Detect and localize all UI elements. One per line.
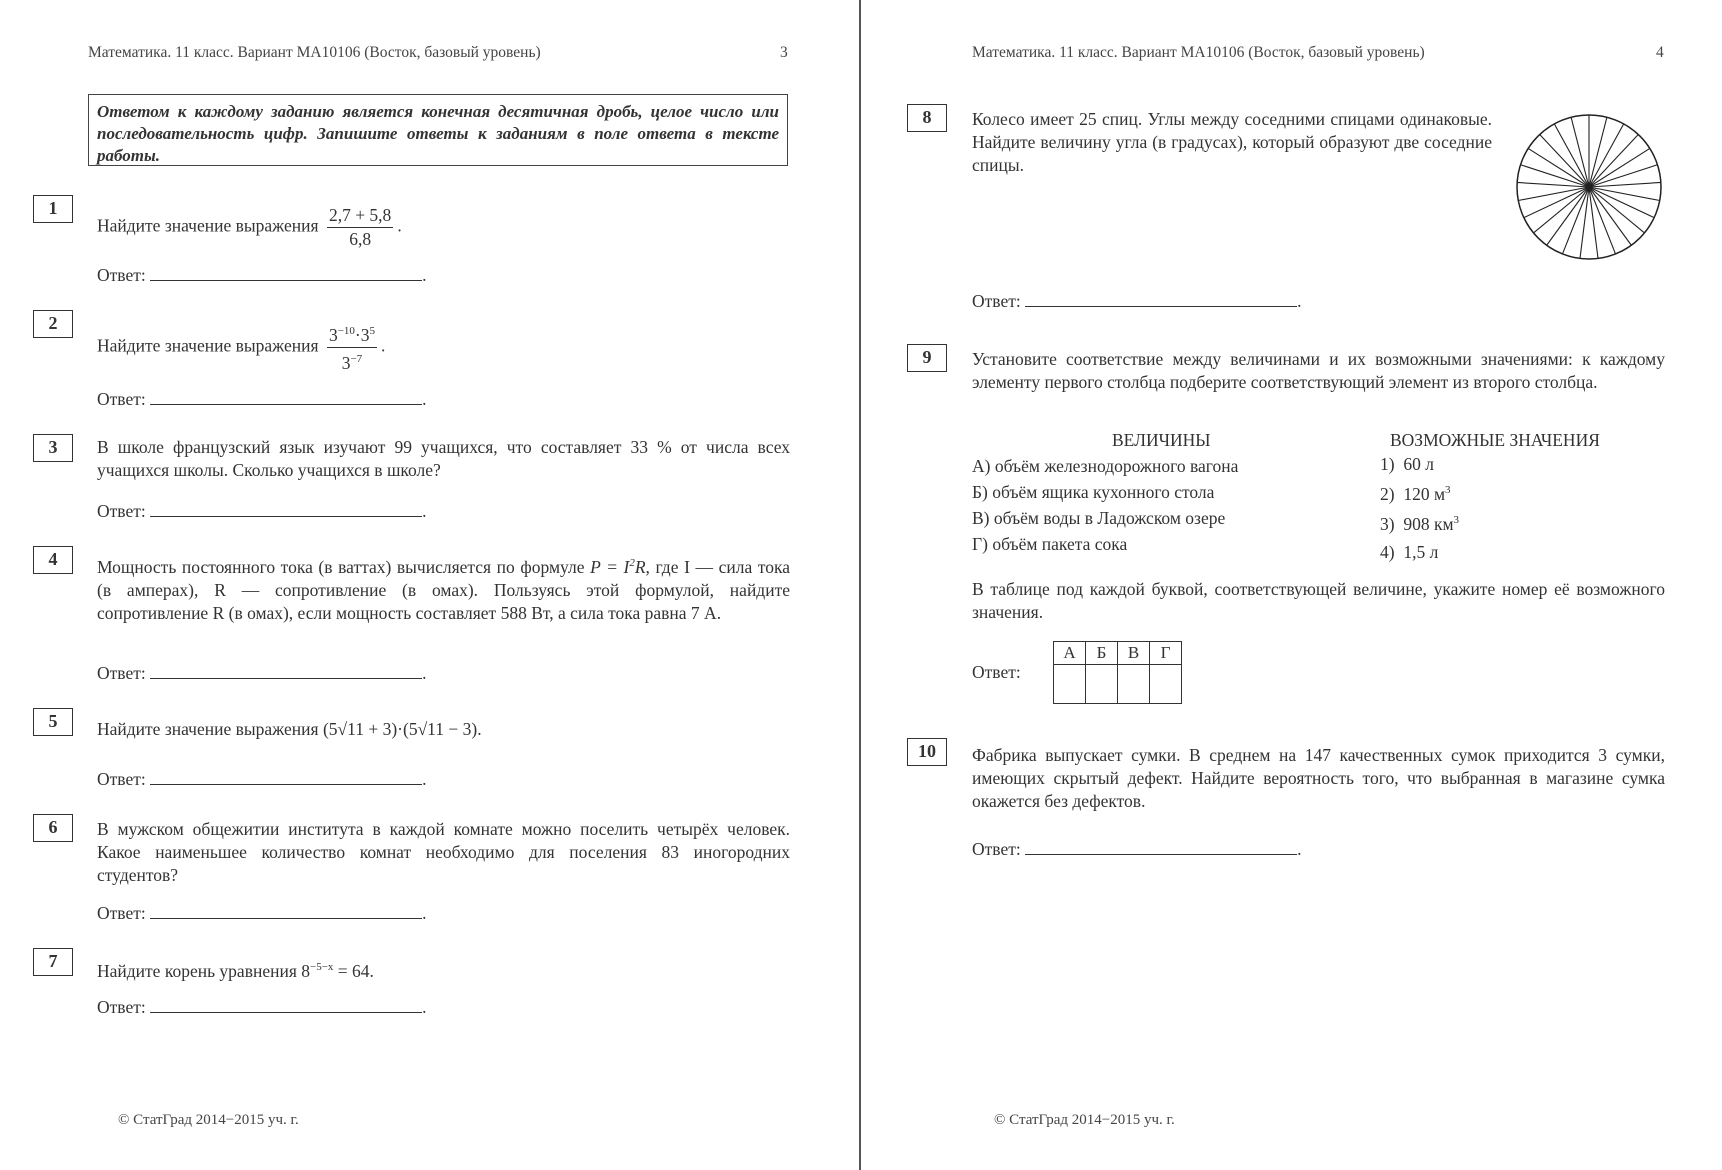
page-footer: © СтатГрад 2014−2015 уч. г. xyxy=(118,1112,299,1128)
answer-field[interactable]: Ответ: . xyxy=(972,291,1302,311)
table-header: Г xyxy=(1150,642,1182,665)
answer-line[interactable] xyxy=(150,902,422,919)
task-1-text: Найдите значение выражения $\frac{2,7 + 5,8}{6,8}$ . xyxy=(97,205,402,249)
column-title-values: ВОЗМОЖНЫЕ ЗНАЧЕНИЯ xyxy=(1390,430,1600,450)
page-number: 4 xyxy=(1656,44,1664,61)
value-item: 4) 1,5 л xyxy=(1380,542,1439,562)
wheel-spoke xyxy=(1571,117,1589,187)
task-number: 1 xyxy=(33,195,73,223)
answer-field[interactable]: Ответ: . xyxy=(97,389,427,409)
answer-field[interactable]: Ответ: . xyxy=(97,769,427,789)
table-header: А xyxy=(1054,642,1086,665)
left-page xyxy=(0,0,860,1170)
task-number: 5 xyxy=(33,708,73,736)
answer-cell[interactable] xyxy=(1086,665,1118,704)
task-number: 6 xyxy=(33,814,73,842)
answer-label: Ответ: xyxy=(972,291,1021,311)
wheel-spoke xyxy=(1589,117,1607,187)
task-7-text: Найдите корень уравнения $8^{-5-x} = 64$. xyxy=(97,960,374,981)
answer-label: Ответ: xyxy=(972,839,1021,859)
expression-part: (5√11 − 3) xyxy=(403,719,478,739)
page-header: Математика. 11 класс. Вариант МА10106 (Восток, базовый уровень) xyxy=(972,44,1425,61)
task-4-text: Мощность постоянного тока (в ваттах) вычисляется по формуле $P = I^2R$, где I — сила тока (в амперах), R — сопротивление (в омах). Пользуясь этой формулой, найдите сопротивление R (в омах), если мощность составляет 588 Вт, а сила тока равна 7 А. xyxy=(97,556,790,623)
page-divider xyxy=(859,0,861,1170)
answer-label: Ответ: xyxy=(97,903,146,923)
answer-label: Ответ: xyxy=(972,662,1021,682)
answer-line[interactable] xyxy=(150,768,422,785)
fraction-denominator: $3^{-7}$ xyxy=(341,352,363,373)
task-number: 10 xyxy=(907,738,947,766)
answer-label: Ответ: xyxy=(97,769,146,789)
page-header: Математика. 11 класс. Вариант МА10106 (Восток, базовый уровень) xyxy=(88,44,541,61)
answer-field[interactable]: Ответ: . xyxy=(97,265,427,285)
answer-line[interactable] xyxy=(1025,290,1297,307)
task-number: 7 xyxy=(33,948,73,976)
wheel-diagram xyxy=(1514,112,1664,262)
task-number: 2 xyxy=(33,310,73,338)
value-item: 3) 908 $км^3$ xyxy=(1380,514,1460,534)
column-title-quantities: ВЕЛИЧИНЫ xyxy=(1112,430,1211,450)
answer-line[interactable] xyxy=(150,500,422,517)
fraction-numerator: $3^{-10}\cdot 3^5$ xyxy=(327,320,377,348)
answer-field[interactable]: Ответ: . xyxy=(97,997,427,1017)
answer-field[interactable]: Ответ: . xyxy=(97,663,427,683)
answer-field[interactable]: Ответ: . xyxy=(972,839,1302,859)
answer-table[interactable] xyxy=(1053,641,1182,704)
quantity-item: Г) объём пакета сока xyxy=(972,534,1128,554)
task-8-text: Колесо имеет 25 спиц. Углы между соседними спицами одинаковые. Найдите величину угла (в градусах), который образуют две соседние спицы. xyxy=(972,109,1492,175)
task-2-text: Найдите значение выражения $\frac{3^{-10}\cdot 3^5}{3^{-7}}$ . xyxy=(97,320,385,375)
answer-line[interactable] xyxy=(150,662,422,679)
answer-label: Ответ: xyxy=(97,265,146,285)
answer-field[interactable]: Ответ: . xyxy=(97,903,427,923)
page-footer: © СтатГрад 2014−2015 уч. г. xyxy=(994,1112,1175,1128)
instruction-box: Ответом к каждому заданию является конечная десятичная дробь, целое число или последовательность цифр. Запишите ответы к заданиям в поле ответа в тексте работы. xyxy=(88,94,788,166)
task-number: 4 xyxy=(33,546,73,574)
fraction-numerator: 2,7 + 5,8 xyxy=(327,204,393,228)
value-item: 2) 120 $м^3$ xyxy=(1380,484,1451,504)
answer-field[interactable]: Ответ: . xyxy=(97,501,427,521)
task-1-fraction xyxy=(327,204,393,251)
formula: $P = I^2R$ xyxy=(590,556,646,577)
task-6-text: В мужском общежитии института в каждой комнате можно поселить четырёх человек. Какое наименьшее количество комнат необходимо для поселения 83 иногородних студентов? xyxy=(97,819,790,885)
task-1-prompt: Найдите значение выражения xyxy=(97,215,319,236)
answer-line[interactable] xyxy=(150,996,422,1013)
table-header: Б xyxy=(1086,642,1118,665)
answer-line[interactable] xyxy=(1025,838,1297,855)
answer-cell[interactable] xyxy=(1118,665,1150,704)
task-number: 9 xyxy=(907,344,947,372)
task-number: 3 xyxy=(33,434,73,462)
task-9-table-text: В таблице под каждой буквой, соответствующей величине, укажите номер её возможного значения. xyxy=(972,579,1665,622)
page-number: 3 xyxy=(780,44,788,61)
answer-label: Ответ: xyxy=(97,501,146,521)
fraction-denominator: 6,8 xyxy=(349,229,372,249)
wheel-spoke xyxy=(1589,187,1660,200)
wheel-spoke xyxy=(1518,187,1589,200)
table-header: В xyxy=(1118,642,1150,665)
quantity-item: Б) объём ящика кухонного стола xyxy=(972,482,1215,502)
expression-part: (5√11 + 3) xyxy=(322,719,398,739)
answer-line[interactable] xyxy=(150,264,422,281)
answer-label: Ответ: xyxy=(97,997,146,1017)
task-9-text: Установите соответствие между величинами и их возможными значениями: к каждому элементу первого столбца подберите соответствующий элемент из второго столбца. xyxy=(972,349,1665,392)
answer-line[interactable] xyxy=(150,388,422,405)
quantity-item: А) объём железнодорожного вагона xyxy=(972,456,1239,476)
answer-label: Ответ: xyxy=(97,663,146,683)
task-3-text: В школе французский язык изучают 99 учащихся, что составляет 33 % от числа всех учащихся школы. Сколько учащихся в школе? xyxy=(97,437,790,480)
task-5-text: Найдите значение выражения (5√11 + 3)·(5√11 − 3). xyxy=(97,719,482,739)
task-10-text: Фабрика выпускает сумки. В среднем на 147 качественных сумок приходится 3 сумки, имеющих скрытый дефект. Найдите вероятность того, что выбранная в магазине сумка окажется без дефектов. xyxy=(972,745,1665,811)
right-page xyxy=(862,0,1722,1170)
task-2-prompt: Найдите значение выражения xyxy=(97,335,319,356)
answer-cell[interactable] xyxy=(1150,665,1182,704)
value-item: 1) 60 л xyxy=(1380,454,1434,474)
answer-cell[interactable] xyxy=(1054,665,1086,704)
task-number: 8 xyxy=(907,104,947,132)
task-2-fraction xyxy=(327,320,377,375)
quantity-item: В) объём воды в Ладожском озере xyxy=(972,508,1226,528)
answer-label: Ответ: xyxy=(97,389,146,409)
